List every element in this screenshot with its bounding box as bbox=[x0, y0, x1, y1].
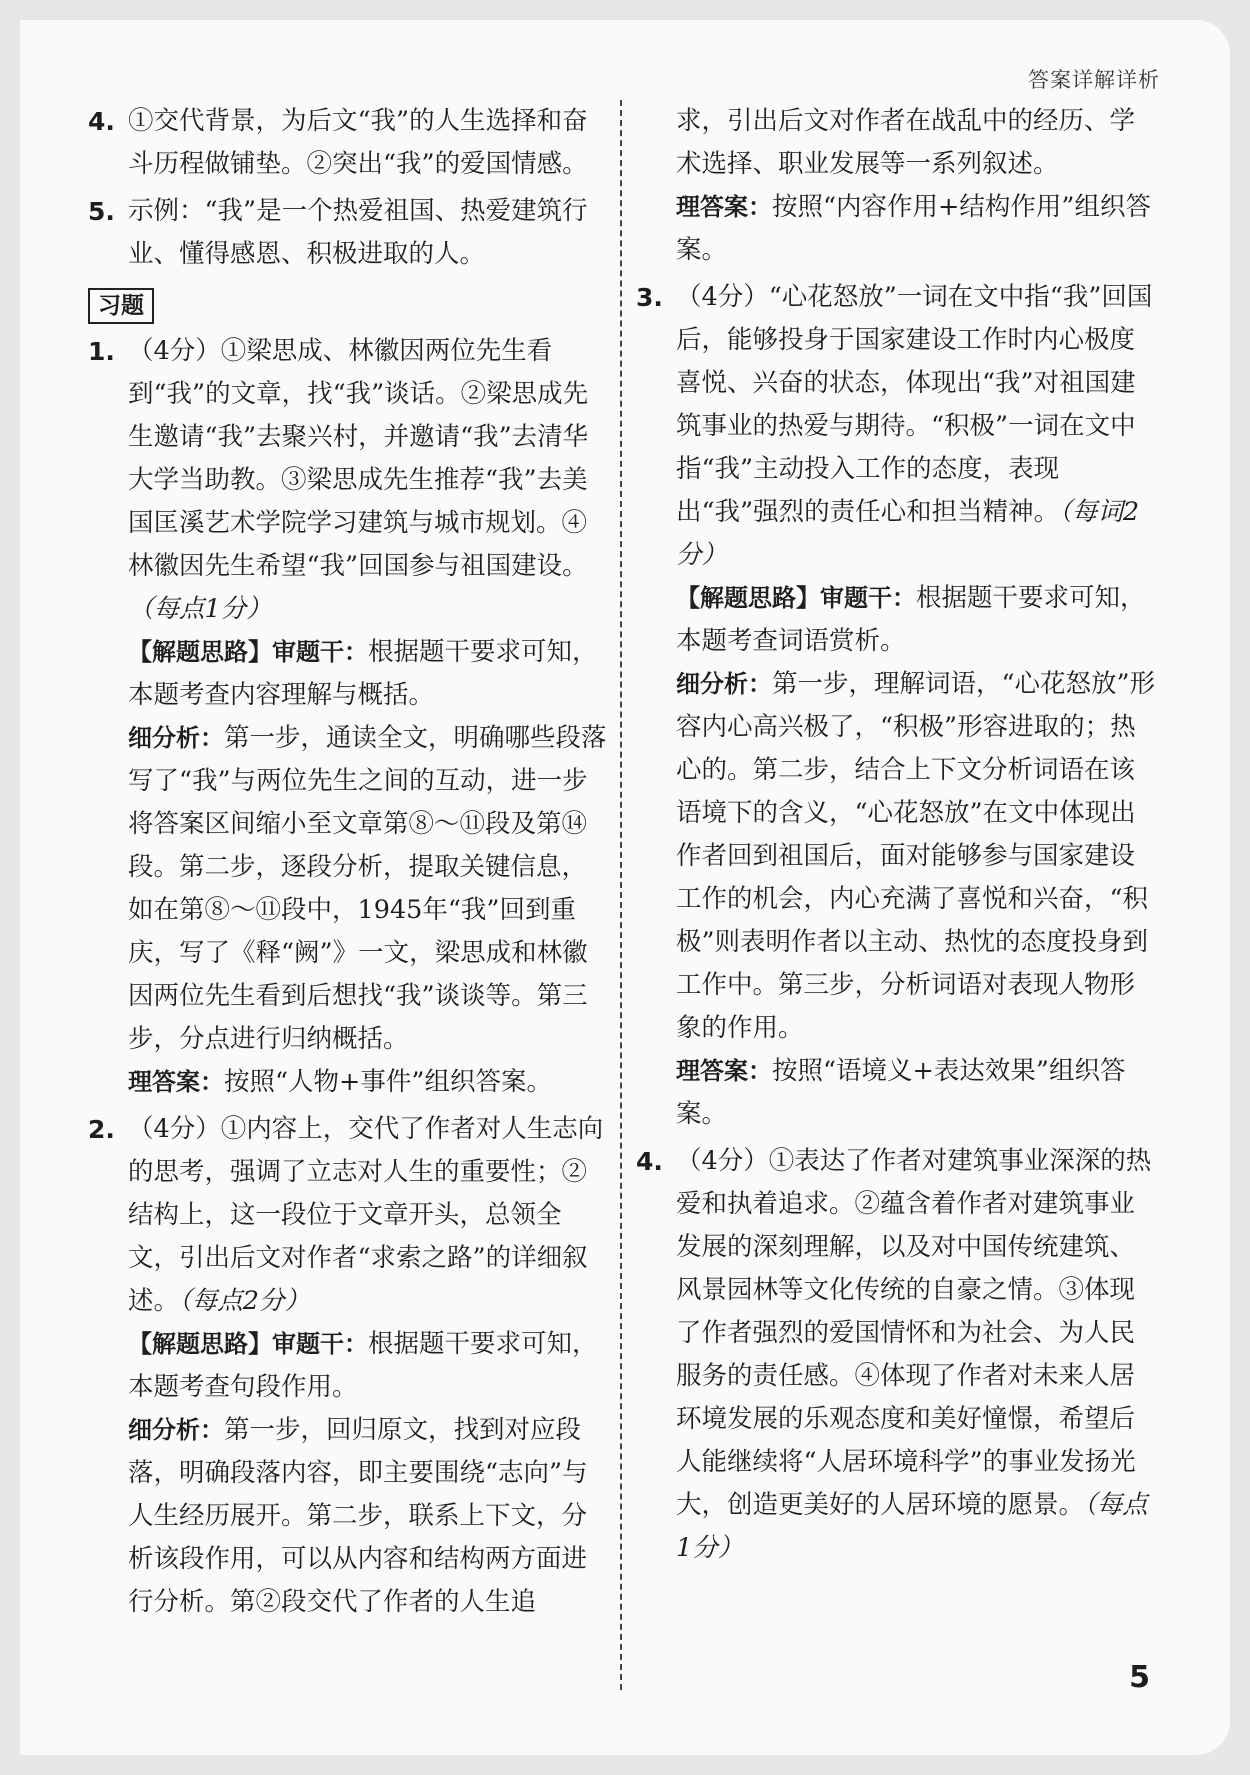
answer-text: 示例：“我”是一个热爱祖国、热爱建筑行业、懂得感恩、积极进取的人。 bbox=[128, 196, 588, 269]
section-tag-exercises: 习题 bbox=[88, 288, 154, 324]
question-number: 4. bbox=[88, 107, 115, 136]
score-note: （每点1分） bbox=[676, 1490, 1148, 1563]
right-column bbox=[636, 100, 1156, 1574]
analysis-label: 细分析： bbox=[128, 724, 224, 752]
approach-label: 【解题思路】审题干： bbox=[128, 638, 368, 666]
answer-text: ①交代背景，为后文“我”的人生选择和奋斗历程做铺垫。②突出“我”的爱国情感。 bbox=[128, 106, 588, 179]
solution-answer: 理答案：按照“内容作用+结构作用”组织答案。 bbox=[676, 192, 1151, 265]
answer-item-4-exercise bbox=[636, 1140, 1156, 1570]
answer-label: 理答案： bbox=[676, 193, 772, 221]
question-number: 4. bbox=[636, 1147, 663, 1176]
answer-text: （4分）①梁思成、林徽因两位先生看到“我”的文章，找“我”谈话。②梁思成先生邀请“我”去聚兴村，并邀请“我”去清华大学当助教。③梁思成先生推荐“我”去美国匡溪艺术学院学习建筑与城市规划。④林徽因先生希望“我”回国参与祖国建设。（每点1分） bbox=[128, 336, 589, 624]
answer-text: （4分）①表达了作者对建筑事业深深的热爱和执着追求。②蕴含着作者对建筑事业发展的深刻理解，以及对中国传统建筑、风景园林等文化传统的自豪之情。③体现了作者强烈的爱国情怀和为社会、为人民服务的责任感。④体现了作者对未来人居环境发展的乐观态度和美好憧憬，希望后人能继续将“人居环境科学”的事业发扬光大，创造更美好的人居环境的愿景。（每点1分） bbox=[676, 1146, 1152, 1563]
score-note: （每点1分） bbox=[128, 594, 272, 624]
solution-approach: 【解题思路】审题干：根据题干要求可知，本题考查词语赏析。 bbox=[676, 583, 1146, 656]
solution-answer: 理答案：按照“语境义+表达效果”组织答案。 bbox=[676, 1056, 1126, 1129]
answer-item-2-continued bbox=[636, 100, 1156, 272]
answer-label: 理答案： bbox=[128, 1068, 224, 1096]
answer-text: （4分）①内容上，交代了作者对人生志向的思考，强调了立志对人生的重要性；②结构上，这一段位于文章开头，总领全文，引出后文对作者“求索之路”的详细叙述。（每点2分） bbox=[128, 1114, 604, 1316]
question-number: 3. bbox=[636, 283, 663, 312]
page-header-title: 答案详解详析 bbox=[1028, 68, 1160, 92]
question-number: 5. bbox=[88, 197, 115, 226]
answer-item-5 bbox=[88, 190, 608, 276]
column-divider bbox=[620, 100, 622, 1690]
approach-label: 【解题思路】审题干： bbox=[676, 584, 916, 612]
solution-analysis: 细分析：第一步，理解词语，“心花怒放”形容内心高兴极了，“积极”形容进取的；热心的。第二步，结合上下文分析词语在该语境下的含义，“心花怒放”在文中体现出作者回到祖国后，面对能够参与国家建设工作的机会，内心充满了喜悦和兴奋，“积极”则表明作者以主动、热忱的态度投身到工作中。第三步，分析词语对表现人物形象的作用。 bbox=[676, 669, 1156, 1043]
analysis-label: 细分析： bbox=[128, 1416, 224, 1444]
answer-item-3 bbox=[636, 276, 1156, 1136]
question-number: 2. bbox=[88, 1115, 115, 1144]
analysis-label: 细分析： bbox=[676, 670, 772, 698]
analysis-continued: 求，引出后文对作者在战乱中的经历、学术选择、职业发展等一系列叙述。 bbox=[676, 106, 1136, 179]
solution-analysis: 细分析：第一步，通读全文，明确哪些段落写了“我”与两位先生之间的互动，进一步将答案区间缩小至文章第⑧～⑪段及第⑭段。第二步，逐段分析，提取关键信息，如在第⑧～⑪段中，1945年“我”回到重庆，写了《释“阙”》一文，梁思成和林徽因两位先生看到后想找“我”谈谈等。第三步，分点进行归纳概括。 bbox=[128, 723, 607, 1054]
left-column bbox=[88, 100, 608, 1628]
answer-item-4 bbox=[88, 100, 608, 186]
question-number: 1. bbox=[88, 337, 115, 366]
answer-item-1 bbox=[88, 330, 608, 1104]
score-note: （每点2分） bbox=[179, 1286, 310, 1316]
solution-analysis: 细分析：第一步，回归原文，找到对应段落，明确段落内容，即主要围绕“志向”与人生经历展开。第二步，联系上下文，分析该段作用，可以从内容和结构两方面进行分析。第②段交代了作者的人生追 bbox=[128, 1415, 588, 1617]
answer-item-2 bbox=[88, 1108, 608, 1624]
answer-text: （4分）“心花怒放”一词在文中指“我”回国后，能够投身于国家建设工作时内心极度喜悦、兴奋的状态，体现出“我”对祖国建筑事业的热爱与期待。“积极”一词在文中指“我”主动投入工作的态度，表现出“我”强烈的责任心和担当精神。（每词2分） bbox=[676, 282, 1153, 570]
approach-label: 【解题思路】审题干： bbox=[128, 1330, 368, 1358]
solution-approach: 【解题思路】审题干：根据题干要求可知，本题考查句段作用。 bbox=[128, 1329, 598, 1402]
solution-answer: 理答案：按照“人物+事件”组织答案。 bbox=[128, 1067, 552, 1097]
page-number: 5 bbox=[1129, 1660, 1150, 1695]
score-note: （每词2分） bbox=[676, 497, 1140, 570]
solution-approach: 【解题思路】审题干：根据题干要求可知，本题考查内容理解与概括。 bbox=[128, 637, 598, 710]
answer-label: 理答案： bbox=[676, 1057, 772, 1085]
